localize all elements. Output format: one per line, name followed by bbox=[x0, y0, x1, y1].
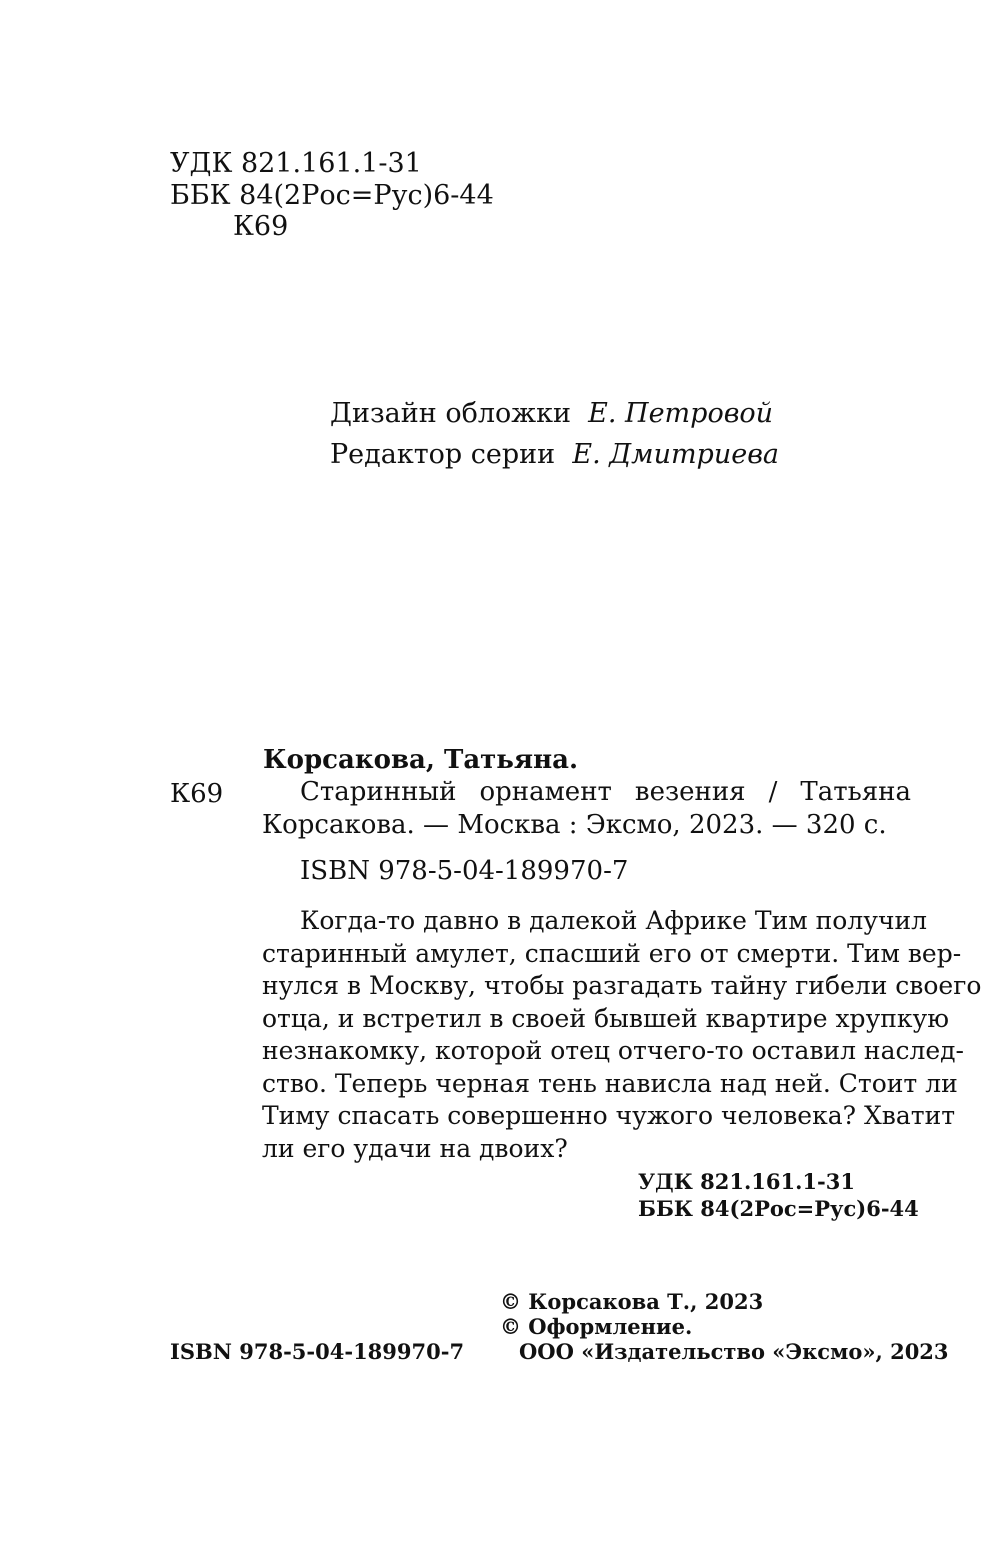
annotation-line: ли его удачи на двоих? bbox=[262, 1133, 568, 1163]
record-title-line-1: Старинный орнамент везения / Татьяна bbox=[300, 777, 911, 807]
record-author: Корсакова, Татьяна. bbox=[263, 745, 579, 775]
record-isbn: ISBN 978-5-04-189970-7 bbox=[300, 856, 629, 886]
header-udk: УДК 821.161.1-31 bbox=[170, 148, 422, 179]
header-author-mark: К69 bbox=[233, 211, 289, 242]
series-editor-role: Редактор серии bbox=[330, 439, 556, 470]
record-title-line-2: Корсакова. — Москва : Эксмо, 2023. — 320 с. bbox=[262, 810, 887, 840]
header-bbk: ББК 84(2Рос=Рус)6-44 bbox=[170, 180, 494, 211]
copyright-author: © Корсакова Т., 2023 bbox=[500, 1289, 764, 1314]
annotation bbox=[262, 905, 982, 1165]
record-author-mark: К69 bbox=[170, 779, 224, 809]
annotation-line: Когда-то давно в далекой Африке Тим получил bbox=[300, 906, 928, 935]
series-editor-credit bbox=[330, 441, 779, 468]
copyright-publisher: ООО «Издательство «Эксмо», 2023 bbox=[519, 1339, 949, 1364]
copyright-design: © Оформление. bbox=[500, 1314, 693, 1339]
annotation-line: нулся в Москву, чтобы разгадать тайну гибели своего bbox=[262, 971, 982, 1000]
cover-design-name: Е. Петровой bbox=[588, 398, 774, 429]
footer-isbn: ISBN 978-5-04-189970-7 bbox=[170, 1339, 465, 1364]
classification-bbk: ББК 84(2Рос=Рус)6-44 bbox=[638, 1196, 919, 1221]
annotation-line: Тиму спасать совершенно чужого человека? Хватит bbox=[262, 1101, 956, 1130]
classification-udk: УДК 821.161.1-31 bbox=[638, 1169, 855, 1194]
annotation-line: незнакомку, которой отец отчего-то оставил наслед- bbox=[262, 1036, 965, 1065]
annotation-line: ство. Теперь черная тень нависла над ней. Стоит ли bbox=[262, 1068, 958, 1098]
cover-design-credit bbox=[330, 400, 773, 427]
cover-design-role: Дизайн обложки bbox=[330, 398, 571, 429]
annotation-line: отца, и встретил в своей бывшей квартире хрупкую bbox=[262, 1003, 950, 1033]
annotation-line: старинный амулет, спасший его от смерти. Тим вер- bbox=[262, 938, 962, 968]
series-editor-name: Е. Дмитриева bbox=[572, 439, 780, 470]
